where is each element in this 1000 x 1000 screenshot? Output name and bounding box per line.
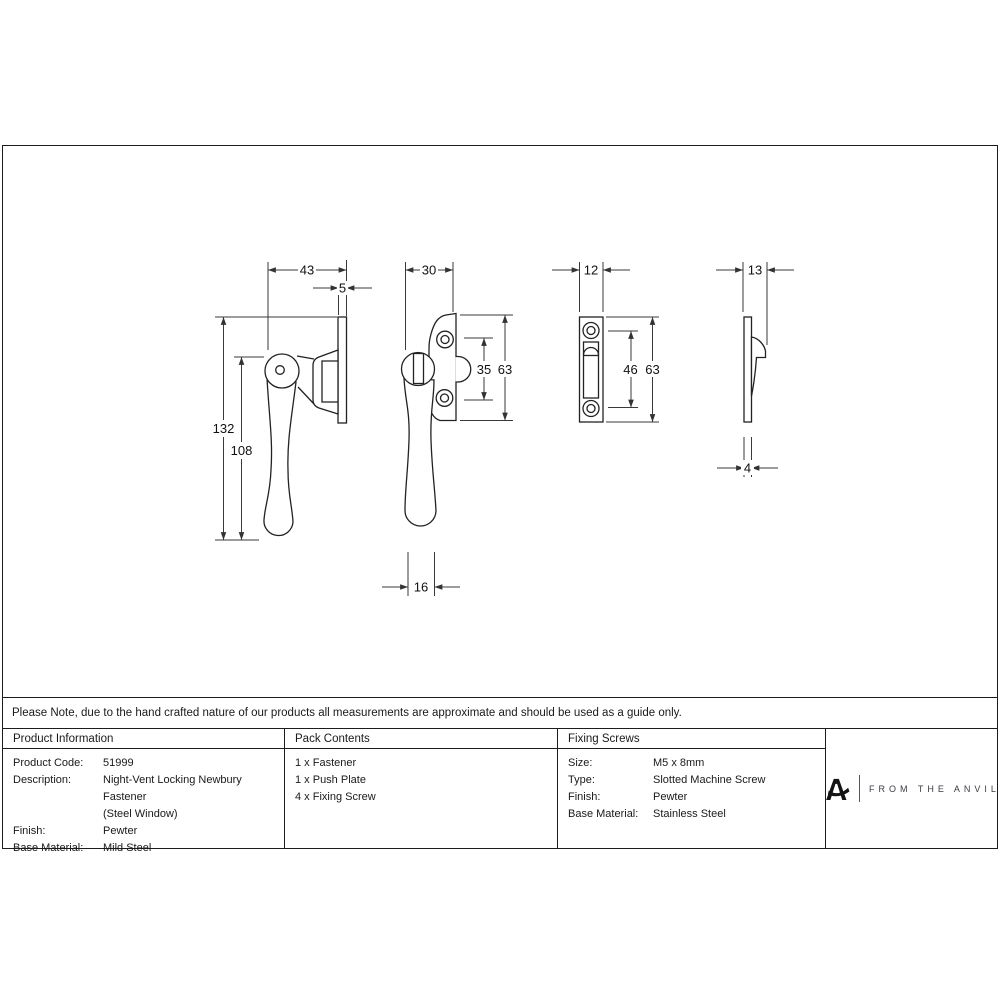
pack-item: 1 x Fastener bbox=[295, 757, 357, 769]
dim-keeper-width: 12 bbox=[583, 262, 599, 278]
side-bell-housing bbox=[313, 350, 338, 414]
sheet-border bbox=[2, 145, 1000, 854]
fastener-side-view bbox=[264, 317, 347, 536]
product-information-cell bbox=[3, 729, 285, 854]
dim-side-handle: 108 bbox=[230, 443, 253, 458]
push-plate-front-view bbox=[580, 317, 604, 422]
dim-front-width: 30 bbox=[421, 262, 437, 278]
front-nose bbox=[456, 357, 471, 383]
fixing-screws-body bbox=[558, 749, 825, 827]
push-plate-side-view bbox=[744, 317, 766, 422]
dim-front-plate: 63 bbox=[497, 362, 513, 377]
keeper-side-plate bbox=[744, 317, 752, 422]
spec-table bbox=[3, 728, 1000, 854]
dim-keeper-slot: 46 bbox=[623, 362, 638, 377]
fastener-front-view bbox=[402, 314, 471, 527]
screw-type-row: Type: Slotted Machine Screw bbox=[568, 774, 766, 786]
screw-size-row: Size: M5 x 8mm bbox=[568, 757, 705, 769]
product-code-row: Product Code: 51999 bbox=[13, 757, 134, 769]
dim-side-total: 132 bbox=[212, 421, 235, 436]
finish-row: Finish: Pewter bbox=[13, 825, 138, 837]
dim-front-holes: 35 bbox=[476, 362, 492, 377]
description-row: Description: Night-Vent Locking Newbury Fastener (Steel Window) bbox=[13, 774, 242, 820]
side-backplate bbox=[338, 317, 347, 423]
pack-contents-cell bbox=[285, 729, 558, 848]
measurement-note-text: Please Note, due to the hand crafted nature of our products all measurements are approximate and should be used as a guide only. bbox=[12, 707, 682, 719]
technical-drawing-svg bbox=[3, 146, 996, 697]
keeper-view-dimensions bbox=[552, 262, 659, 422]
fixing-screws-header: Fixing Screws bbox=[558, 729, 825, 749]
pack-contents-header: Pack Contents bbox=[285, 729, 557, 749]
screw-base-material-row: Base Material: Stainless Steel bbox=[568, 808, 726, 820]
brand-cell bbox=[826, 729, 1000, 848]
pack-item: 4 x Fixing Screw bbox=[295, 791, 376, 803]
front-view-dimensions bbox=[382, 262, 513, 596]
front-handle bbox=[404, 378, 436, 526]
product-information-header: Product Information bbox=[3, 729, 284, 749]
front-slider bbox=[414, 354, 424, 384]
dim-front-tip: 16 bbox=[413, 579, 429, 595]
dim-keeperside-depth: 13 bbox=[747, 262, 763, 278]
product-information-body bbox=[3, 749, 284, 861]
pack-item: 1 x Push Plate bbox=[295, 774, 366, 786]
dim-keeperside-plate: 4 bbox=[743, 460, 752, 476]
technical-drawing-area bbox=[3, 146, 997, 697]
screw-finish-row: Finish: Pewter bbox=[568, 791, 688, 803]
pack-contents-body bbox=[285, 749, 557, 810]
from-the-anvil-logo-icon bbox=[826, 778, 850, 800]
dim-side-width: 43 bbox=[299, 262, 315, 278]
keeper-side-hook bbox=[752, 337, 766, 396]
base-material-row: Base Material: Mild Steel bbox=[13, 842, 152, 854]
fixing-screws-cell bbox=[558, 729, 826, 848]
dim-keeper-height: 63 bbox=[645, 362, 660, 377]
measurement-note bbox=[3, 697, 997, 728]
brand-name: FROM THE ANVIL bbox=[869, 783, 1000, 794]
dim-side-plate: 5 bbox=[338, 280, 347, 296]
side-pivot-hole bbox=[276, 366, 285, 375]
side-handle bbox=[264, 378, 296, 536]
brand-divider bbox=[859, 775, 860, 802]
